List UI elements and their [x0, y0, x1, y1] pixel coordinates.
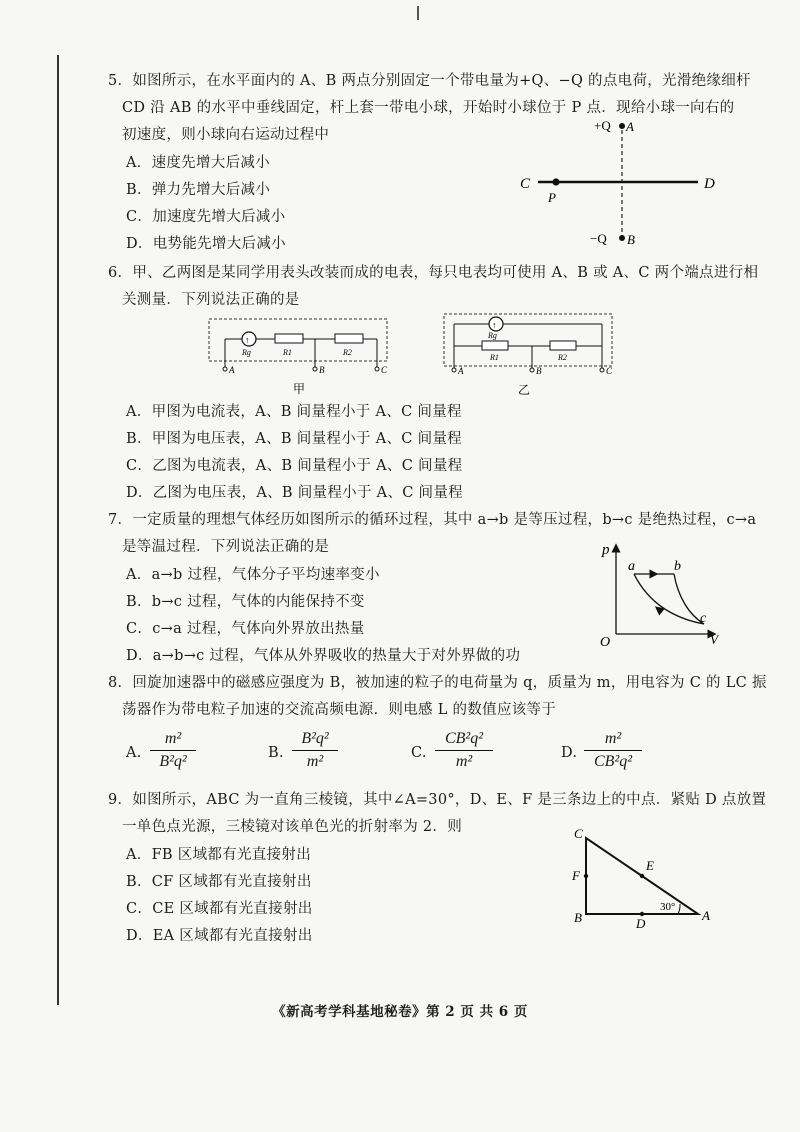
q7-line1: 7．一定质量的理想气体经历如图所示的循环过程，其中 a→b 是等压过程，b→c 是绝热过程，c→a [108, 512, 757, 528]
q9-line2: 一单色点光源，三棱镜对该单色光的折射率为 2．则 [122, 819, 463, 835]
q7-label-v: V [710, 632, 718, 647]
margin-line [57, 55, 59, 1005]
q5-label-p: P [548, 190, 556, 205]
q5-line2: CD 沿 AB 的水平中垂线固定，杆上套一带电小球，开始时小球位于 P 点．现给小球一向右的 [122, 100, 735, 116]
q8-option-a-label: A. [126, 745, 142, 761]
q8-option-c-den: m² [455, 753, 473, 771]
q5-label-minus-q: −Q [590, 231, 607, 246]
q9-point-f [584, 874, 588, 878]
q8-option-c-num: CB²q² [444, 730, 484, 747]
q6-yi-r1 [482, 341, 508, 350]
q5-line3: 初速度，则小球向右运动过程中 [122, 127, 330, 143]
q8-option-a-num: m² [164, 730, 182, 747]
q8-option-c-label: C. [411, 745, 427, 761]
q6-line1: 6．甲、乙两图是某同学用表头改装而成的电表，每只电表均可使用 A、B 或 A、C 两个端点进行相 [108, 265, 759, 281]
q7-label-p: p [602, 542, 610, 558]
q9-line1: 9．如图所示，ABC 为一直角三棱镜，其中∠A=30°，D、E、F 是三条边上的中点．紧贴 D 点放置 [108, 792, 767, 808]
q6-jia-label-a: A [229, 365, 235, 375]
q5-line1: 5．如图所示，在水平面内的 A、B 两点分别固定一个带电量为+Q、−Q 的点电荷，光滑绝缘细杆 [108, 73, 751, 89]
q6-option-d: D．乙图为电压表，A、B 间量程小于 A、C 间量程 [126, 485, 463, 501]
q8-line1: 8．回旋加速器中的磁感应强度为 B，被加速的粒子的电荷量为 q，质量为 m，用电容为 C 的 LC 振 [108, 675, 767, 691]
q6-jia-label-rg: Rg [242, 348, 251, 357]
q6-jia-label-r2: R2 [343, 348, 352, 357]
q8-option-b-num: B²q² [301, 730, 329, 747]
q8-line2: 荡器作为带电粒子加速的交流高频电源．则电感 L 的数值应该等于 [122, 702, 557, 718]
q9-label-a: A [702, 908, 710, 923]
q5-label-plus-q: +Q [594, 118, 611, 133]
q7-line2: 是等温过程．下列说法正确的是 [122, 539, 330, 555]
q8-option-d-num: m² [604, 730, 622, 747]
q7-label-o: O [600, 635, 611, 648]
q6-yi-label-rg: Rg [488, 331, 497, 340]
q5-option-a: A．速度先增大后减小 [126, 155, 270, 171]
q9-label-f: F [572, 868, 580, 883]
q6-jia-label-r1: R1 [283, 348, 292, 357]
q7-path-ca [634, 574, 704, 624]
q6-yi-label-c: C [606, 366, 613, 376]
q9-option-b: B．CF 区域都有光直接射出 [126, 874, 312, 890]
q8-option-b-den: m² [306, 753, 324, 771]
q9-prism-figure [562, 822, 722, 932]
q6-yi-caption: 乙 [518, 383, 531, 396]
q5-label-d: D [704, 176, 715, 192]
q6-yi-r2 [550, 341, 576, 350]
q8-option-c-fraction [435, 730, 493, 771]
q5-charge-rod-figure [510, 112, 730, 257]
q6-option-a: A．甲图为电流表，A、B 间量程小于 A、C 间量程 [126, 404, 462, 420]
q6-jia-r1 [275, 334, 303, 343]
page-footer: 《新高考学科基地秘卷》第 2 页 共 6 页 [272, 1004, 528, 1020]
q7-label-a: a [628, 559, 635, 574]
q5-charge-a [619, 123, 625, 129]
q5-option-c: C．加速度先增大后减小 [126, 209, 286, 225]
q6-jia-caption: 甲 [293, 382, 306, 395]
q8-option-d-fraction [584, 730, 642, 771]
q6-jia-label-b: B [319, 365, 325, 375]
q5-charge-b [619, 235, 625, 241]
q9-option-d: D．EA 区域都有光直接射出 [126, 928, 313, 944]
q9-option-c: C．CE 区域都有光直接射出 [126, 901, 313, 917]
q6-yi-dashed-box [444, 314, 612, 366]
q8-option-b-label: B. [268, 745, 284, 761]
q7-label-b: b [674, 559, 681, 574]
q6-circuit-jia [205, 313, 395, 395]
q8-option-a-den: B²q² [159, 753, 187, 771]
q8-option-b-fraction [292, 730, 338, 771]
svg-text:↑: ↑ [245, 335, 250, 345]
q9-label-d: D [636, 916, 646, 931]
q6-option-b: B．甲图为电压表，A、B 间量程小于 A、C 间量程 [126, 431, 462, 447]
q6-circuit-yi [440, 308, 620, 396]
q6-jia-r2 [335, 334, 363, 343]
q8-option-a-fraction [150, 730, 196, 771]
q6-jia-label-c: C [381, 365, 388, 375]
q8-option-d-label: D. [561, 745, 578, 761]
q9-label-b: B [574, 910, 582, 925]
q5-label-b: B [627, 232, 635, 247]
q7-option-d: D．a→b→c 过程，气体从外界吸收的热量大于对外界做的功 [126, 648, 521, 664]
q9-label-c: C [574, 826, 583, 841]
q5-label-c: C [520, 176, 531, 192]
q5-label-a: A [626, 119, 634, 134]
q9-point-e [640, 874, 644, 878]
binding-mark [417, 6, 419, 20]
q7-pv-diagram [592, 538, 722, 648]
q7-label-c: c [700, 611, 707, 626]
q5-option-d: D．电势能先增大后减小 [126, 236, 286, 252]
q6-yi-label-r1: R1 [490, 353, 499, 362]
q5-ball-p [552, 178, 559, 185]
q6-yi-label-a: A [458, 366, 464, 376]
q8-option-d-den: CB²q² [593, 753, 633, 771]
q6-line2: 关测量．下列说法正确的是 [122, 292, 300, 308]
q7-option-c: C．c→a 过程，气体向外界放出热量 [126, 621, 365, 637]
svg-text:↑: ↑ [492, 320, 497, 330]
q9-option-a: A．FB 区域都有光直接射出 [126, 847, 311, 863]
q9-label-angle: 30° [660, 901, 676, 913]
q6-option-c: C．乙图为电流表，A、B 间量程小于 A、C 间量程 [126, 458, 463, 474]
q7-option-b: B．b→c 过程，气体的内能保持不变 [126, 594, 365, 610]
q6-yi-label-b: B [536, 366, 542, 376]
q6-yi-label-r2: R2 [558, 353, 567, 362]
q9-label-e: E [646, 858, 654, 873]
q5-option-b: B．弹力先增大后减小 [126, 182, 271, 198]
q7-option-a: A．a→b 过程，气体分子平均速率变小 [126, 567, 380, 583]
